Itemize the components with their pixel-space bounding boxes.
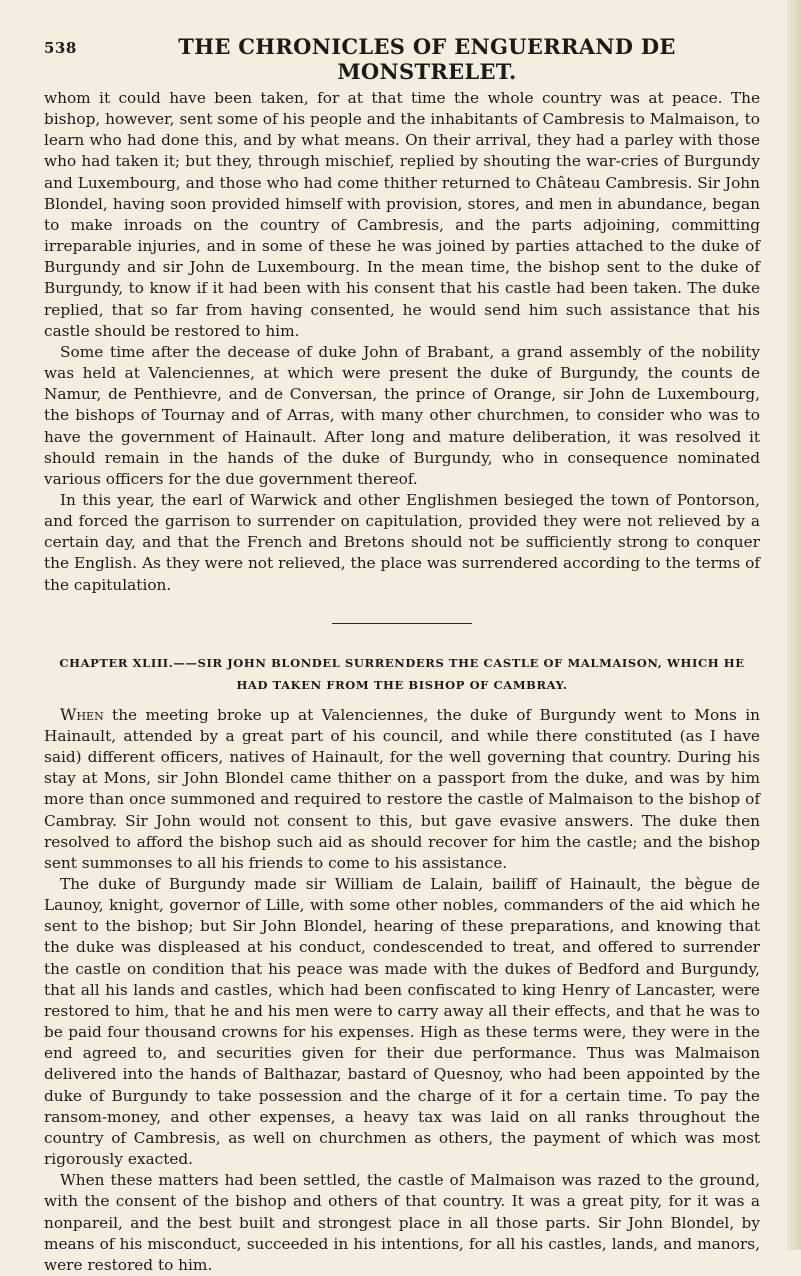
paragraph-mons-meeting-text: the meeting broke up at Valenciennes, the duke of Burgundy went to Mons in Hainault, attended by a great part of his council, and while there constituted (as I have said) different officers, natives of Hainault, for the well governing that country. During his stay at Mons, sir John Blondel came thither on a passport from the duke, and was by him more than once summoned and required to restore the castle of Malmaison to the bishop of Cambray. Sir John would not consent to this, but gave evasive answers. The duke then resolved to afford the bishop such aid as should recover for him the castle; and the bishop sent summonses to all his friends to come to his assistance. (44, 705, 760, 872)
paragraph-continuation: whom it could have been taken, for at that time the whole country was at peace. The bishop, however, sent some of his people and the inhabitants of Cambresis to Malmaison, to learn who had done this, and by what means. On their arrival, they had a parley with those who had taken it; but they, through mischief, replied by shouting the war-cries of Burgundy and Luxembourg, and those who had come thither returned to Château Cambresis. Sir John Blondel, having soon provided himself with provision, stores, and men in abundance, began to make inroads on the country of Cambresis, and the parts adjoining, committing irreparable injuries, and in some of these he was joined by parties attached to the duke of Burgundy and sir John de Luxembourg. In the mean time, the bishop sent to the duke of Burgundy, to know if it had been with his consent that his castle had been taken. The duke replied, that so far from having consented, he would send him such assistance that his castle should be restored to him. (44, 89, 760, 340)
chapter-heading-line2: HAD TAKEN FROM THE BISHOP OF CAMBRAY. (236, 677, 568, 692)
section-divider (332, 623, 472, 624)
paragraph-castle-razed: When these matters had been settled, the castle of Malmaison was razed to the ground, with the consent of the bishop and others of that country. It was a great pity, for it was a nonpareil, and the best built and strongest place in all those parts. Sir John Blondel, by means of his misconduct, succeeded in his intentions, for all his castles, lands, and manors, were restored to him. (44, 1171, 760, 1274)
chapter-heading-line1: CHAPTER XLIII.——SIR JOHN BLONDEL SURRENDERS THE CASTLE OF MALMAISON, WHICH HE (59, 655, 745, 670)
paragraph-pontorson-siege: In this year, the earl of Warwick and other Englishmen besieged the town of Pontorson, and forced the garrison to surrender on capitulation, provided they were not relieved by a certain day, and that the French and Bretons should not be sufficiently strong to conquer the English. As they were not relieved, the place was surrendered according to the terms of the capitulation. (44, 490, 760, 594)
paragraph-mons-meeting (44, 704, 760, 874)
page-number: 538 (44, 39, 77, 57)
chapter-heading (44, 652, 760, 696)
body-text (44, 88, 760, 1276)
page-edge-shadow (787, 0, 801, 1250)
lead-word: When (60, 704, 104, 724)
page-header (44, 34, 760, 84)
running-title: THE CHRONICLES OF ENGUERRAND DE MONSTRELET. (178, 34, 676, 84)
paragraph-surrender-terms: The duke of Burgundy made sir William de Lalain, bailiff of Hainault, the bègue de Launoy, knight, governor of Lille, with some other nobles, commanders of the aid which he sent to the bishop; but Sir John Blondel, hearing of these preparations, and knowing that the duke was displeased at his conduct, condescended to treat, and offered to surrender the castle on condition that his peace was made with the dukes of Bedford and Burgundy, that all his lands and castles, which had been confiscated to king Henry of Lancaster, were restored to him, that he and his men were to carry away all their effects, and that he was to be paid four thousand crowns for his expenses. High as these terms were, they were in the end agreed to, and securities given for their due performance. Thus was Malmaison delivered into the hands of Balthazar, bastard of Quesnoy, who had been appointed by the duke of Burgundy to take possession and the charge of it for a certain time. To pay the ransom-money, and other expenses, a heavy tax was laid on all ranks throughout the country of Cambresis, as well on churchmen as others, the payment of which was most rigorously exacted. (44, 875, 760, 1169)
paragraph-valenciennes-assembly: Some time after the decease of duke John of Brabant, a grand assembly of the nobility was held at Valenciennes, at which were present the duke of Burgundy, the counts de Namur, de Penthievre, and de Conversan, the prince of Orange, sir John de Luxembourg, the bishops of Tournay and of Arras, with many other churchmen, to consider who was to have the government of Hainault. After long and mature deliberation, it was resolved it should remain in the hands of the duke of Burgundy, who in consequence nominated various officers for the due government thereof. (44, 342, 760, 488)
